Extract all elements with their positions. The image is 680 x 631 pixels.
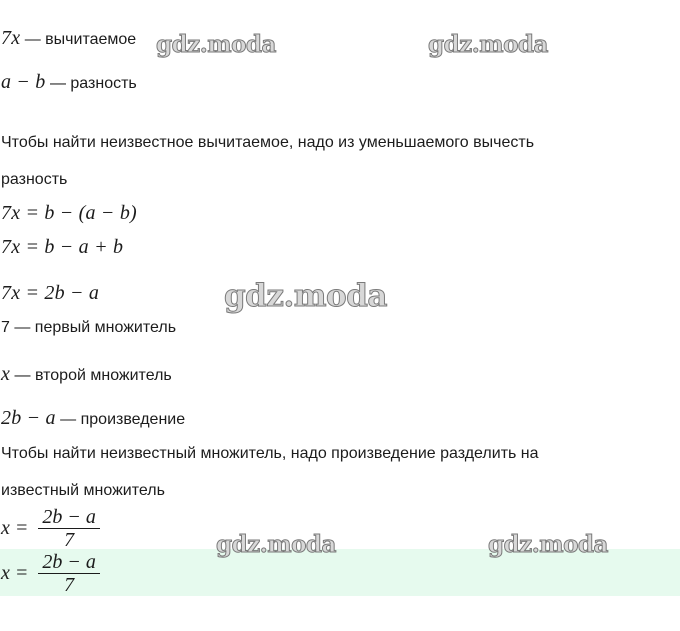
rule-text: Чтобы найти неизвестный множитель, надо произведение разделить на	[1, 445, 539, 462]
fraction-lhs: x =	[1, 516, 29, 539]
second-factor-line	[1, 364, 172, 386]
math-expression: a − b	[1, 71, 46, 93]
watermark-logo: gdz.moda	[224, 278, 387, 314]
math-expression: 7x	[1, 27, 21, 49]
equation: 7x = b − (a − b)	[1, 202, 137, 224]
term-label: — второй множитель	[14, 367, 172, 384]
denominator: 7	[64, 528, 75, 551]
subtrahend-line	[1, 28, 136, 50]
math-expression: 7	[1, 319, 10, 336]
term-label: — произведение	[60, 411, 186, 428]
fraction-lhs: x =	[1, 561, 29, 584]
term-label: — разность	[49, 75, 137, 92]
equation: 7x = 2b − a	[1, 282, 100, 304]
math-expression: 2b − a	[1, 407, 56, 429]
product-line	[1, 408, 185, 430]
numerator: 2b − a	[42, 550, 96, 573]
difference-line	[1, 72, 137, 94]
first-factor-line	[1, 318, 176, 338]
fraction	[38, 507, 100, 550]
watermark-logo: gdz.moda	[156, 31, 276, 58]
watermark-logo: gdz.moda	[428, 31, 548, 58]
numerator: 2b − a	[42, 505, 96, 528]
equation: 7x = b − a + b	[1, 236, 124, 258]
math-expression: x	[1, 363, 11, 385]
fraction	[38, 552, 100, 595]
denominator: 7	[64, 573, 75, 596]
rule-text: Чтобы найти неизвестное вычитаемое, надо из уменьшаемого вычесть	[1, 134, 535, 151]
rule-text: известный множитель	[1, 482, 165, 499]
term-label: — вычитаемое	[24, 31, 137, 48]
rule-text: разность	[1, 171, 68, 188]
watermark-logo: gdz.moda	[488, 531, 608, 558]
fraction-equation	[1, 505, 100, 551]
term-label: — первый множитель	[14, 319, 177, 336]
watermark-logo: gdz.moda	[216, 531, 336, 558]
answer-equation	[1, 550, 100, 596]
